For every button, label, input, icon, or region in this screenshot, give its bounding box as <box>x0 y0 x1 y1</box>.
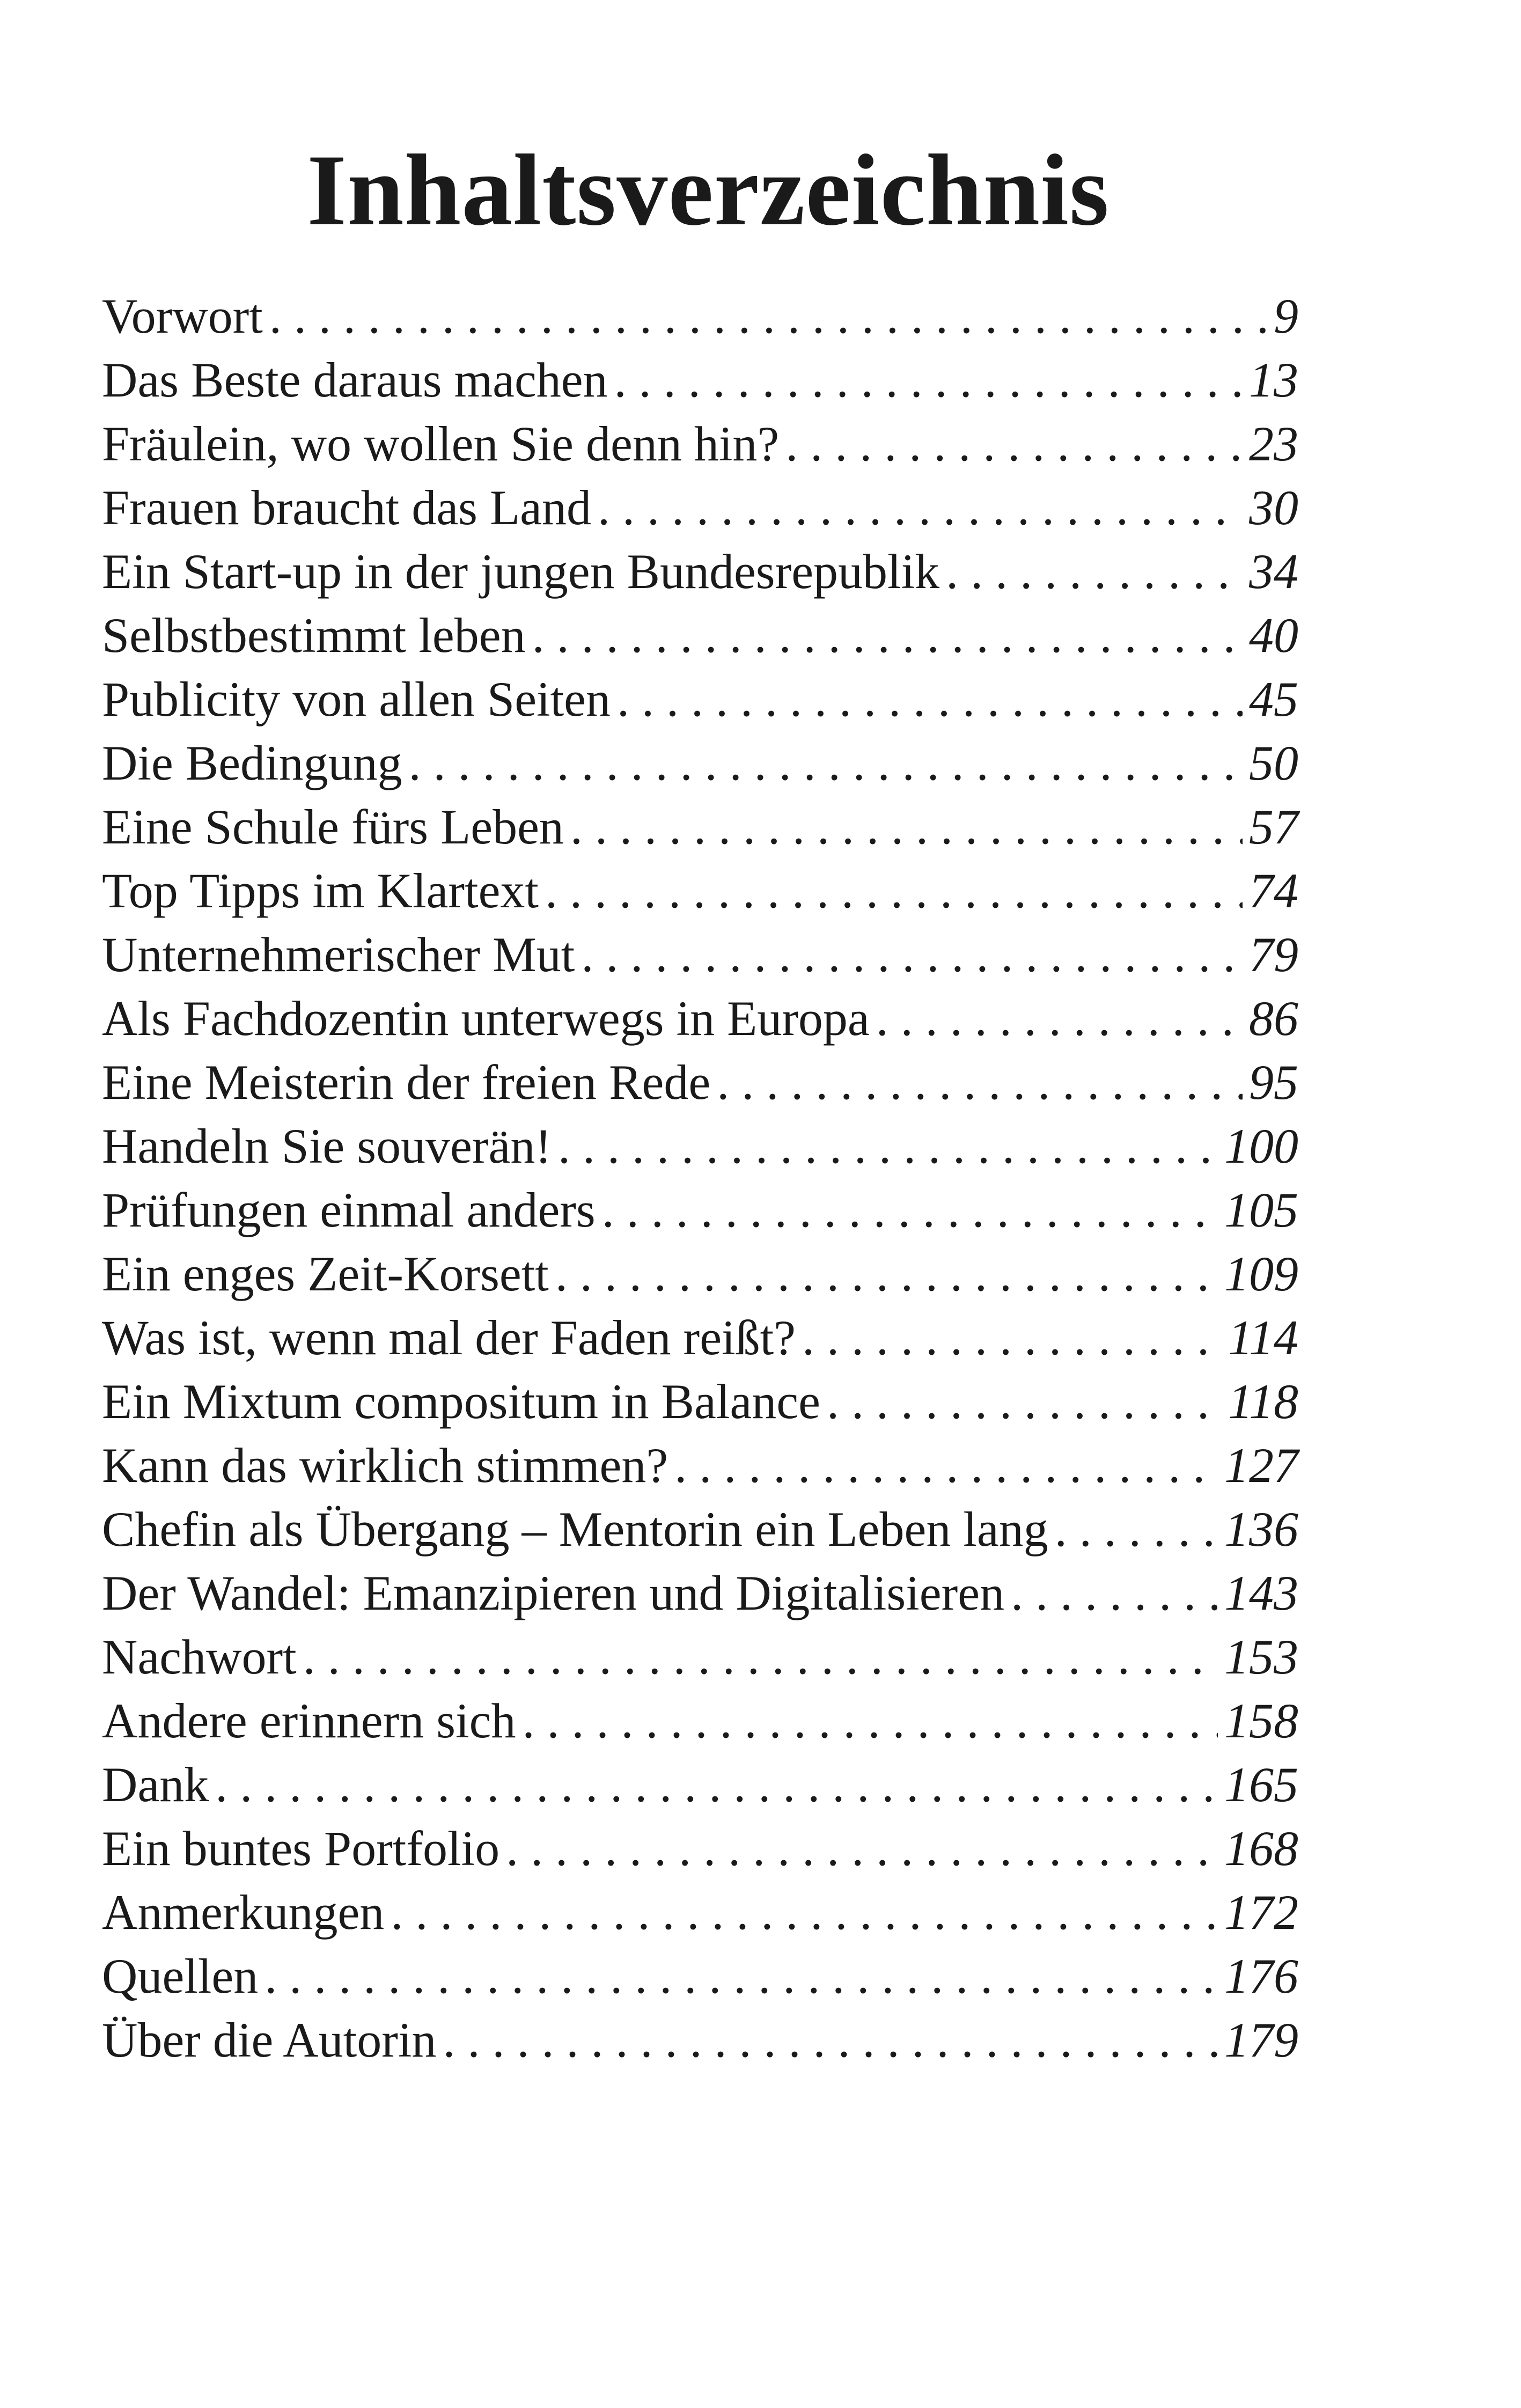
dot-leader <box>443 2008 1218 2072</box>
dot-leader <box>215 1753 1218 1817</box>
toc-entry-page-number: 118 <box>1228 1374 1298 1429</box>
toc-entry-title: Selbstbestimmt leben <box>102 608 526 663</box>
dot-leader <box>555 1242 1218 1306</box>
dot-leader <box>876 987 1243 1051</box>
toc-entry-title: Top Tipps im Klartext <box>102 863 539 918</box>
toc-entry-title: Über die Autorin <box>102 2013 437 2067</box>
toc-entry-title: Als Fachdozentin unterwegs in Europa <box>102 991 870 1046</box>
dot-leader <box>545 859 1243 923</box>
toc-entry <box>102 923 1298 987</box>
dot-leader <box>617 667 1243 731</box>
toc-entry <box>102 731 1298 795</box>
toc-entry-title: Die Bedingung <box>102 736 402 790</box>
toc-entry-page-number: 34 <box>1249 544 1298 599</box>
dot-leader <box>598 476 1243 540</box>
dot-leader <box>303 1625 1218 1689</box>
toc-entry-page-number: 9 <box>1274 289 1298 343</box>
dot-leader <box>570 795 1243 859</box>
toc-entry <box>102 1178 1298 1242</box>
toc-entry-title: Chefin als Übergang – Mentorin ein Leben lang <box>102 1502 1048 1557</box>
toc-entry-title: Ein buntes Portfolio <box>102 1821 500 1876</box>
toc-entry-page-number: 100 <box>1224 1119 1298 1173</box>
toc-entry-page-number: 40 <box>1249 608 1298 663</box>
toc-entry-page-number: 105 <box>1224 1183 1298 1237</box>
toc-entry-title: Anmerkungen <box>102 1885 385 1940</box>
toc-entry <box>102 1370 1298 1434</box>
dot-leader <box>674 1434 1218 1497</box>
toc-entry-page-number: 165 <box>1224 1757 1298 1812</box>
toc-entry <box>102 604 1298 667</box>
toc-entry <box>102 1625 1298 1689</box>
toc-entry-title: Nachwort <box>102 1629 297 1684</box>
dot-leader <box>785 412 1243 476</box>
toc-entry-title: Prüfungen einmal anders <box>102 1183 596 1237</box>
toc-entry-page-number: 74 <box>1249 863 1298 918</box>
toc-entry-page-number: 172 <box>1224 1885 1298 1940</box>
toc-entry-title: Was ist, wenn mal der Faden reißt? <box>102 1310 796 1365</box>
dot-leader <box>602 1178 1218 1242</box>
toc-entry-page-number: 86 <box>1249 991 1298 1046</box>
toc-entry-title: Vorwort <box>102 289 263 343</box>
dot-leader <box>946 540 1243 604</box>
dot-leader <box>558 1114 1218 1178</box>
dot-leader <box>827 1370 1222 1434</box>
toc-entry <box>102 1689 1298 1753</box>
toc-entry-page-number: 109 <box>1224 1246 1298 1301</box>
toc-entry-page-number: 95 <box>1249 1055 1298 1110</box>
toc-entry-title: Andere erinnern sich <box>102 1693 516 1748</box>
dot-leader <box>1011 1561 1218 1625</box>
toc-entry-page-number: 136 <box>1224 1502 1298 1557</box>
toc-entry-page-number: 168 <box>1224 1821 1298 1876</box>
toc-entry-title: Ein Mixtum compositum in Balance <box>102 1374 820 1429</box>
dot-leader <box>717 1051 1243 1114</box>
toc-entry-title: Handeln Sie souverän! <box>102 1119 552 1173</box>
toc-entry-title: Eine Schule fürs Leben <box>102 799 564 854</box>
dot-leader <box>1055 1497 1218 1561</box>
toc-entry-page-number: 57 <box>1249 799 1298 854</box>
dot-leader <box>614 348 1243 412</box>
toc-entry-title: Eine Meisterin der freien Rede <box>102 1055 711 1110</box>
toc-entry <box>102 859 1298 923</box>
dot-leader <box>391 1881 1218 1944</box>
toc-entry <box>102 348 1298 412</box>
table-of-contents <box>102 284 1298 2072</box>
toc-entry <box>102 1114 1298 1178</box>
toc-entry <box>102 1753 1298 1817</box>
toc-entry <box>102 795 1298 859</box>
toc-entry-title: Unternehmerischer Mut <box>102 927 575 982</box>
toc-entry-page-number: 127 <box>1224 1438 1298 1493</box>
dot-leader <box>409 731 1243 795</box>
toc-entry-title: Quellen <box>102 1949 259 2003</box>
toc-entry <box>102 284 1298 348</box>
toc-entry-title: Frauen braucht das Land <box>102 480 592 535</box>
toc-entry <box>102 1881 1298 1944</box>
toc-entry <box>102 667 1298 731</box>
dot-leader <box>581 923 1243 987</box>
toc-entry-page-number: 153 <box>1224 1629 1298 1684</box>
toc-entry-page-number: 176 <box>1224 1949 1298 2003</box>
toc-entry <box>102 476 1298 540</box>
toc-entry <box>102 1242 1298 1306</box>
dot-leader <box>802 1306 1222 1370</box>
page-title: Inhaltsverzeichnis <box>307 134 1109 247</box>
toc-entry <box>102 1051 1298 1114</box>
toc-entry-title: Der Wandel: Emanzipieren und Digitalisieren <box>102 1566 1005 1620</box>
toc-entry-page-number: 179 <box>1224 2013 1298 2067</box>
dot-leader <box>522 1689 1218 1753</box>
toc-entry <box>102 2008 1298 2072</box>
toc-entry-page-number: 143 <box>1224 1566 1298 1620</box>
toc-entry-page-number: 158 <box>1224 1693 1298 1748</box>
toc-entry-page-number: 30 <box>1249 480 1298 535</box>
toc-entry <box>102 412 1298 476</box>
toc-entry-page-number: 79 <box>1249 927 1298 982</box>
toc-entry-title: Publicity von allen Seiten <box>102 672 611 726</box>
toc-entry <box>102 987 1298 1051</box>
toc-entry-title: Ein enges Zeit-Korsett <box>102 1246 549 1301</box>
toc-entry <box>102 540 1298 604</box>
toc-entry-title: Fräulein, wo wollen Sie denn hin? <box>102 416 780 471</box>
dot-leader <box>264 1944 1218 2008</box>
toc-entry <box>102 1561 1298 1625</box>
toc-entry <box>102 1434 1298 1497</box>
toc-entry-page-number: 23 <box>1249 416 1298 471</box>
toc-entry-title: Das Beste daraus machen <box>102 353 608 407</box>
toc-entry-page-number: 50 <box>1249 736 1298 790</box>
toc-entry-title: Ein Start-up in der jungen Bundesrepublik <box>102 544 940 599</box>
dot-leader <box>269 284 1267 348</box>
toc-entry <box>102 1944 1298 2008</box>
toc-entry <box>102 1497 1298 1561</box>
toc-entry-page-number: 114 <box>1228 1310 1298 1365</box>
toc-entry-page-number: 45 <box>1249 672 1298 726</box>
dot-leader <box>532 604 1243 667</box>
dot-leader <box>506 1817 1218 1881</box>
toc-entry-title: Kann das wirklich stimmen? <box>102 1438 668 1493</box>
toc-entry-title: Dank <box>102 1757 209 1812</box>
toc-entry <box>102 1817 1298 1881</box>
toc-entry <box>102 1306 1298 1370</box>
toc-entry-page-number: 13 <box>1249 353 1298 407</box>
